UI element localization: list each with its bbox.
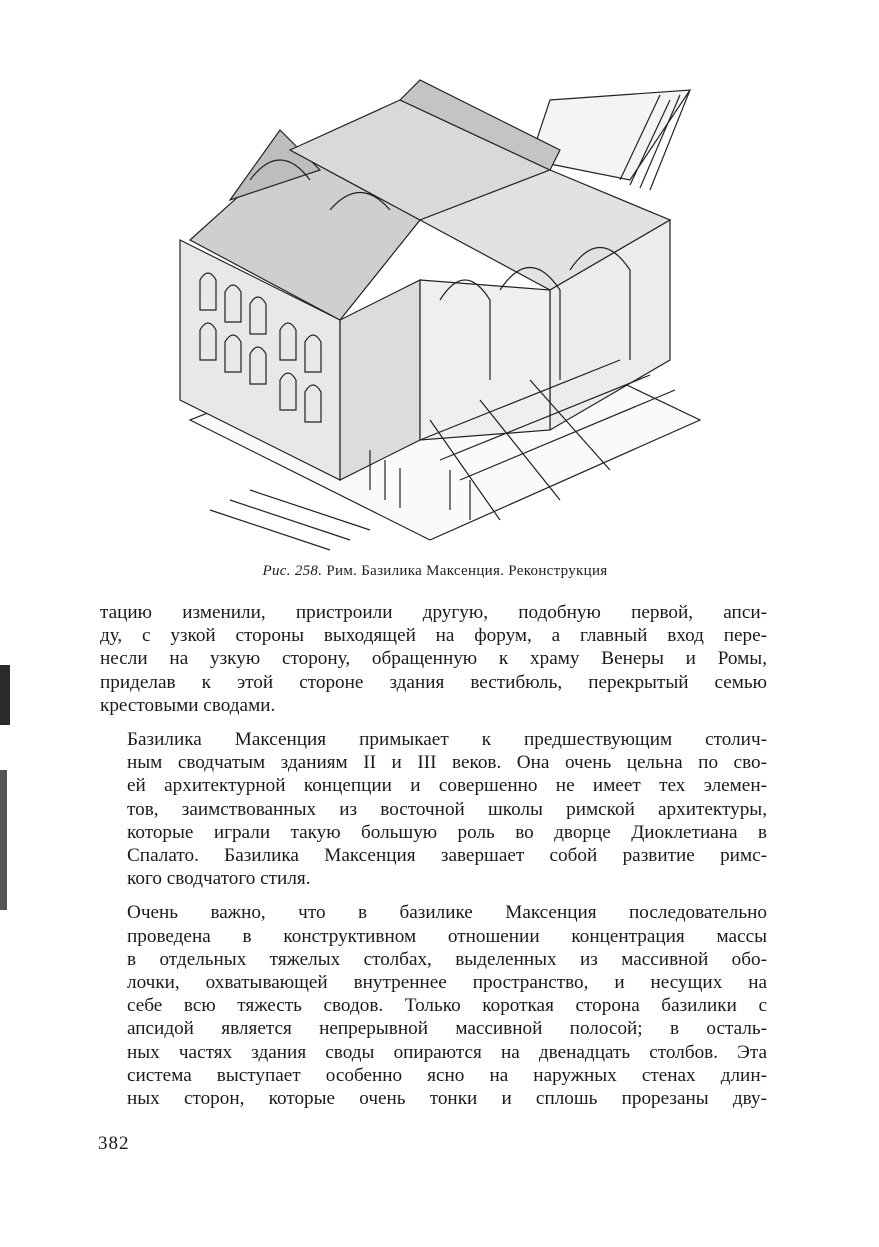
text-line: крестовыми сводами. [100,694,276,716]
page-number: 382 [98,1133,130,1154]
text-line: ных сторон, которые очень тонки и сплошь прорезаны дву- [127,1088,767,1110]
text-line: приделав к этой стороне здания вестибюль, перекрытый семью [100,671,767,693]
paragraph-1 [100,601,767,717]
body-text [100,601,767,1110]
figure-caption-text: Рим. Базилика Максенция. Реконструкция [326,563,608,579]
text-line: Базилика Максенция примыкает к предшествующим столич- [127,729,767,751]
text-line: ду, с узкой стороны выходящей на форум, а главный вход пере- [100,625,767,647]
text-line: апсидой является непрерывной массивной полосой; в осталь- [127,1018,767,1040]
scan-edge-mark [0,770,7,910]
text-line: проведена в конструктивном отношении концентрация массы [127,925,767,947]
text-line: себе всю тяжесть сводов. Только короткая сторона базилики с [127,995,767,1017]
text-line: Очень важно, что в базилике Максенция последовательно [127,902,767,924]
text-line: несли на узкую сторону, обращенную к храму Венеры и Ромы, [100,648,767,670]
scan-edge-mark [0,665,10,725]
text-line: ным сводчатым зданиям II и III веков. Она очень цельна по сво- [127,752,767,774]
text-line: ных частях здания своды опираются на двенадцать столбов. Эта [127,1041,767,1063]
figure-caption [100,563,770,580]
figure-number: Рис. 258. [262,563,323,579]
text-line: тов, заимствованных из восточной школы римской архитектуры, [127,798,767,820]
text-line: которые играли такую большую роль во дворце Диоклетиана в [127,821,767,843]
basilica-drawing [170,40,710,560]
paragraph-2 [100,728,767,890]
text-line: в отдельных тяжелых столбах, выделенных из массивной обо- [127,948,767,970]
text-line: Спалато. Базилика Максенция завершает собой развитие римс- [127,845,767,867]
text-line: система выступает особенно ясно на наружных стенах длин- [127,1064,767,1086]
text-line: ей архитектурной концепции и совершенно не имеет тех элемен- [127,775,767,797]
paragraph-3 [100,901,767,1110]
text-line: тацию изменили, пристроили другую, подобную первой, апси- [100,602,767,623]
text-line: кого сводчатого стиля. [127,868,311,890]
basilica-reconstruction-figure [170,40,710,560]
text-line: лочки, охватывающей внутреннее пространство, и несущих на [127,972,767,994]
